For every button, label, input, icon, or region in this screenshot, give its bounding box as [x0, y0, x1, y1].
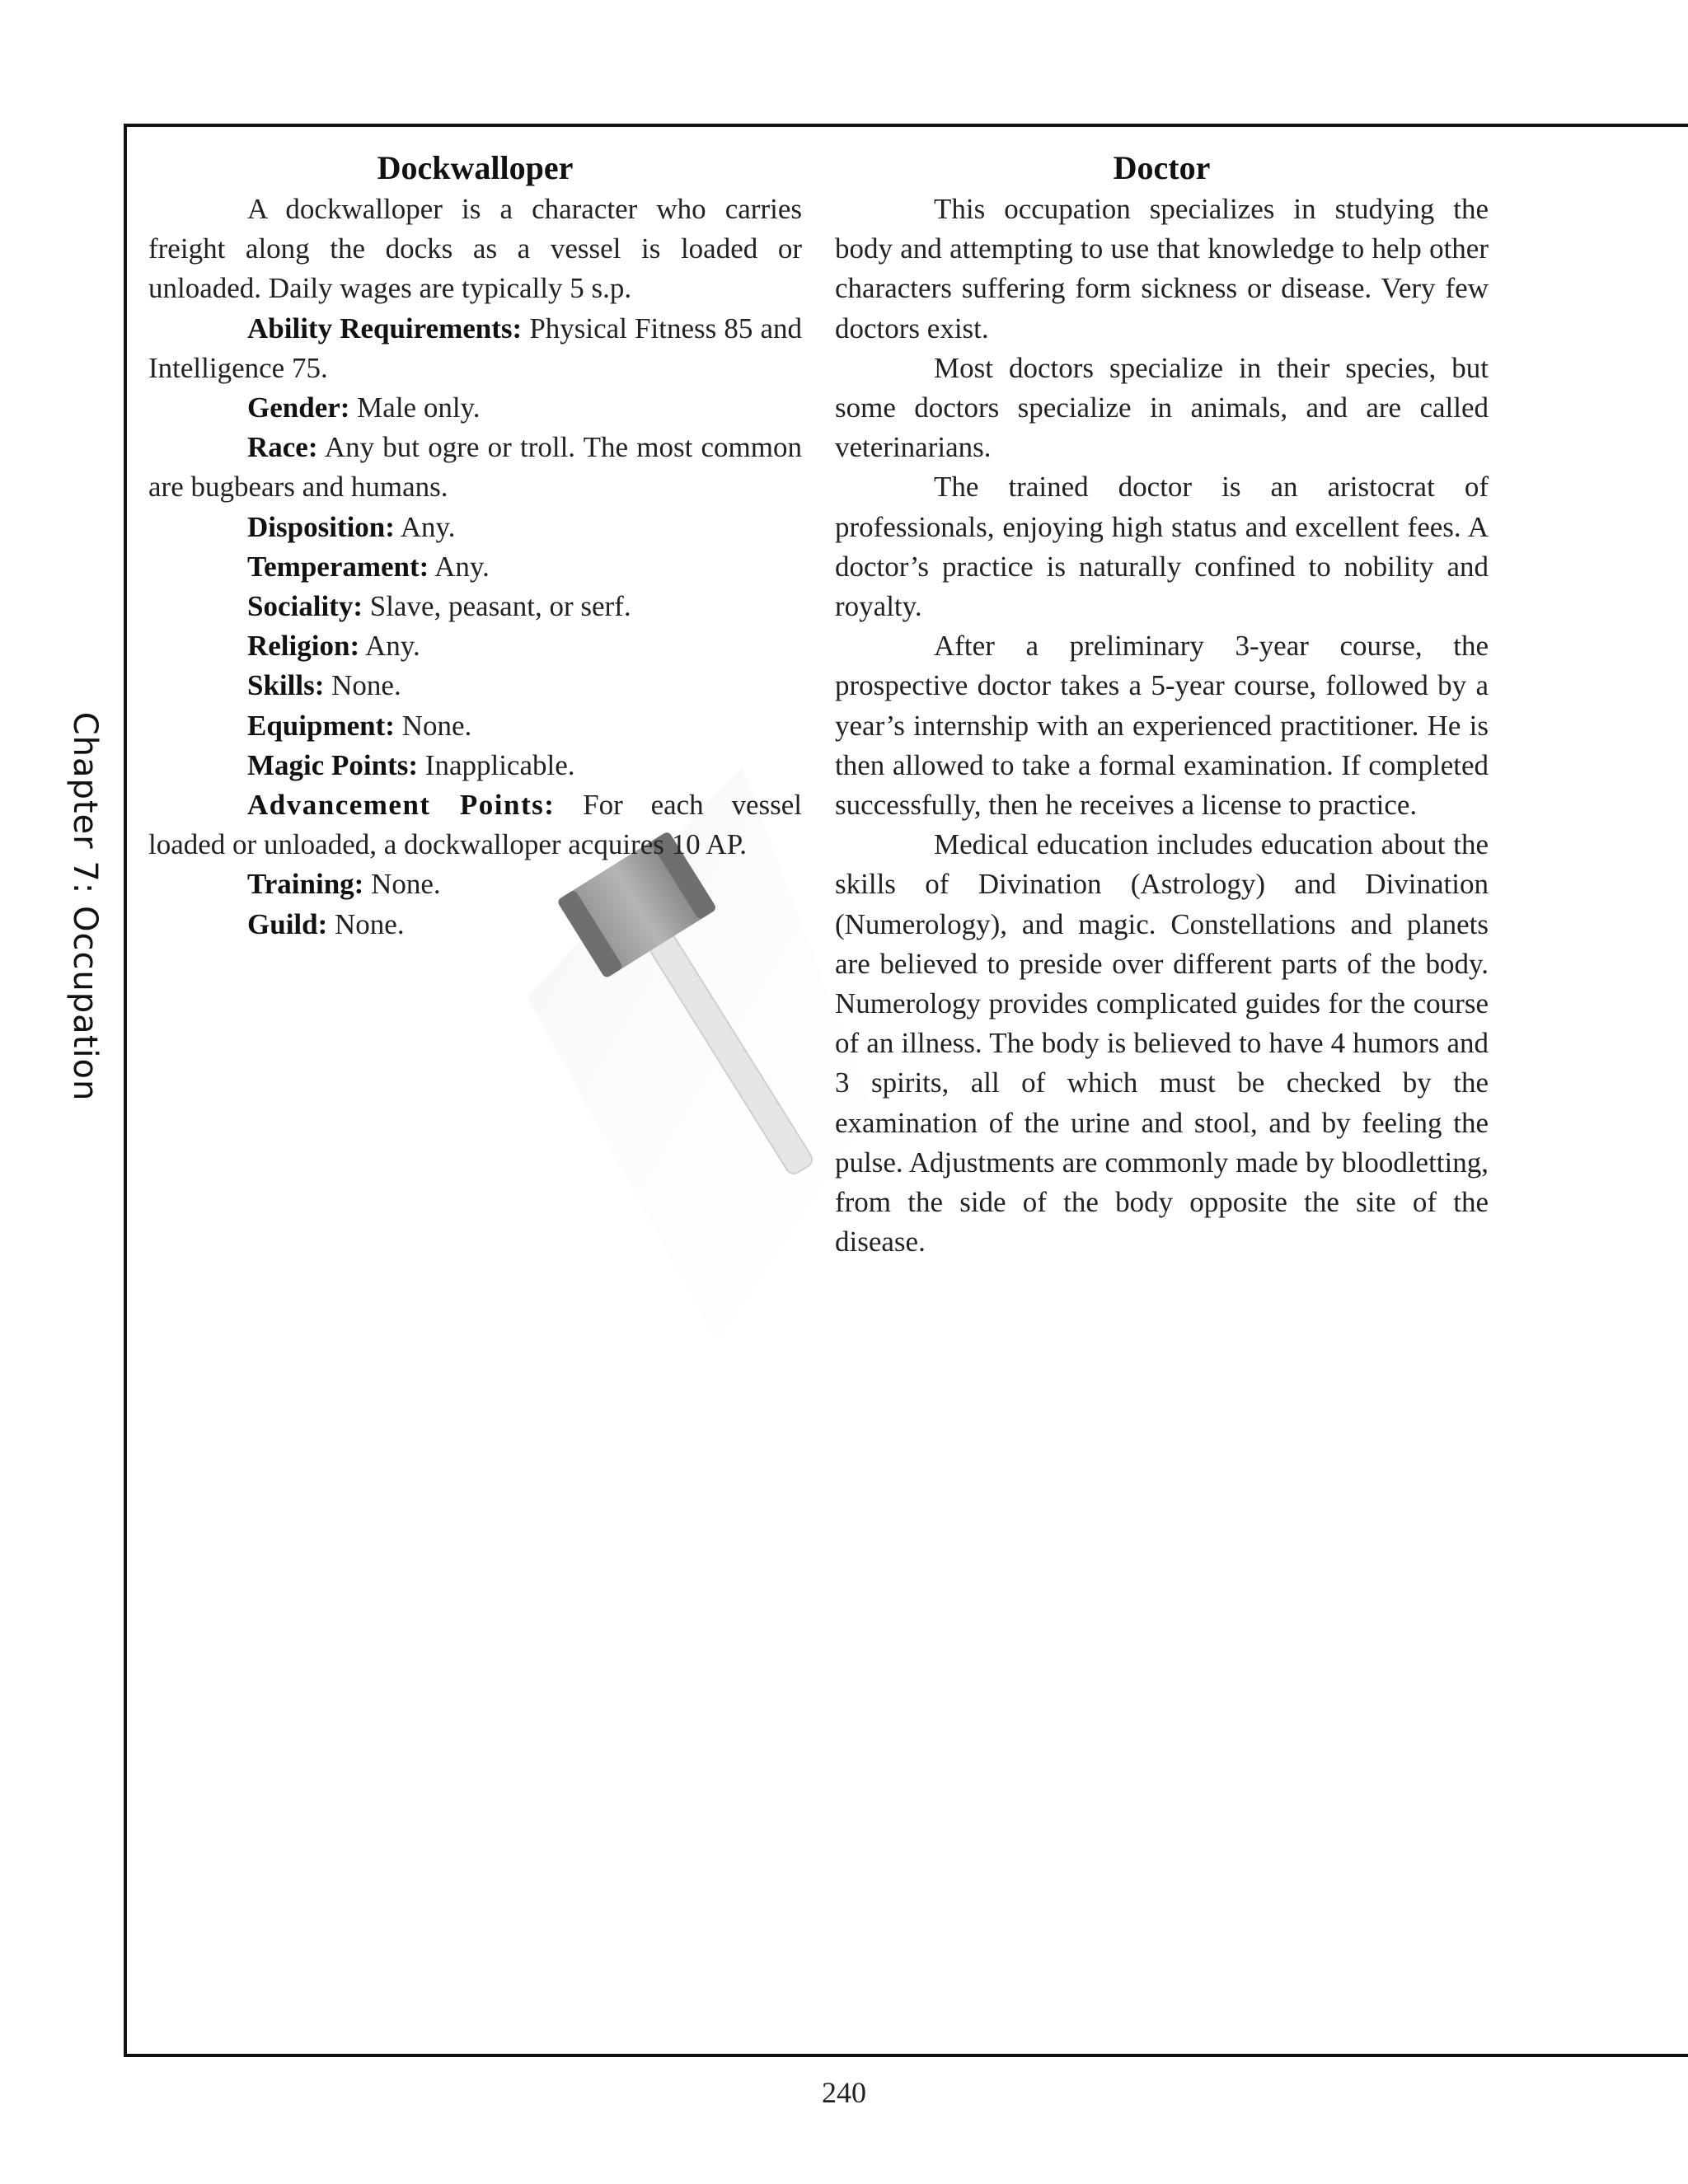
doctor-column	[835, 147, 1489, 1262]
doctor-paragraph: The trained doctor is an aristocrat of professionals, enjoying high status and excellent fees. A doctor’s practice is naturally confined to nobility and royalty.	[835, 471, 1489, 623]
field-advancement-points: Advancement Points: For each vessel loaded or unloaded, a dockwalloper acquires 10 AP.	[148, 789, 803, 861]
field-race: Race: Any but ogre or troll. The most common are bugbears and humans.	[148, 431, 802, 504]
page-frame-top	[124, 124, 1688, 127]
chapter-tab: Chapter 7: Occupation	[66, 711, 104, 1102]
field-gender: Gender: Male only.	[247, 391, 481, 424]
page-frame-bottom	[124, 2054, 1688, 2057]
dockwalloper-heading: Dockwalloper	[377, 149, 574, 186]
field-disposition: Disposition: Any.	[247, 510, 456, 543]
dockwalloper-column	[148, 147, 802, 944]
dockwalloper-intro: A dockwalloper is a character who carries freight along the docks as a vessel is loaded or unloaded. Daily wages are typically 5 s.p.	[148, 193, 802, 305]
doctor-paragraph: Most doctors specialize in their species, but some doctors specialize in animals, and are called veterinarians.	[835, 351, 1489, 464]
field-sociality: Sociality: Slave, peasant, or serf.	[247, 590, 631, 623]
doctor-paragraph: After a preliminary 3-year course, the prospective doctor takes a 5-year course, followed by a year’s internship with an experienced practitioner. He is then allowed to take a formal examination. If completed successfully, then he receives a license to practice.	[835, 630, 1489, 822]
doctor-paragraph: This occupation specializes in studying the body and attempting to use that knowledge to help other characters suffering form sickness or disease. Very few doctors exist.	[835, 193, 1489, 344]
field-guild: Guild: None.	[247, 907, 405, 940]
doctor-heading: Doctor	[1113, 149, 1211, 186]
field-religion: Religion: Any.	[247, 630, 420, 663]
field-magic-points: Magic Points: Inapplicable.	[247, 748, 575, 781]
field-skills: Skills: None.	[247, 669, 401, 702]
field-training: Training: None.	[247, 868, 441, 901]
field-ability-requirements: Ability Requirements: Physical Fitness 85 and Intelligence 75.	[148, 312, 803, 384]
field-equipment: Equipment: None.	[247, 709, 472, 742]
page-frame-left	[124, 124, 127, 2057]
page-number: 240	[822, 2076, 866, 2109]
doctor-paragraph: Medical education includes education about the skills of Divination (Astrology) and Divination (Numerology), and magic. Constellations and planets are believed to preside over different parts of the body. Numerology provides complicated guides for the course of an illness. The body is believed to have 4 humors and 3 spirits, all of which must be checked by the examination of the urine and stool, and by feeling the pulse. Adjustments are commonly made by bloodletting, from the side of the body opposite the site of the disease.	[835, 828, 1489, 1258]
field-temperament: Temperament: Any.	[247, 550, 490, 583]
